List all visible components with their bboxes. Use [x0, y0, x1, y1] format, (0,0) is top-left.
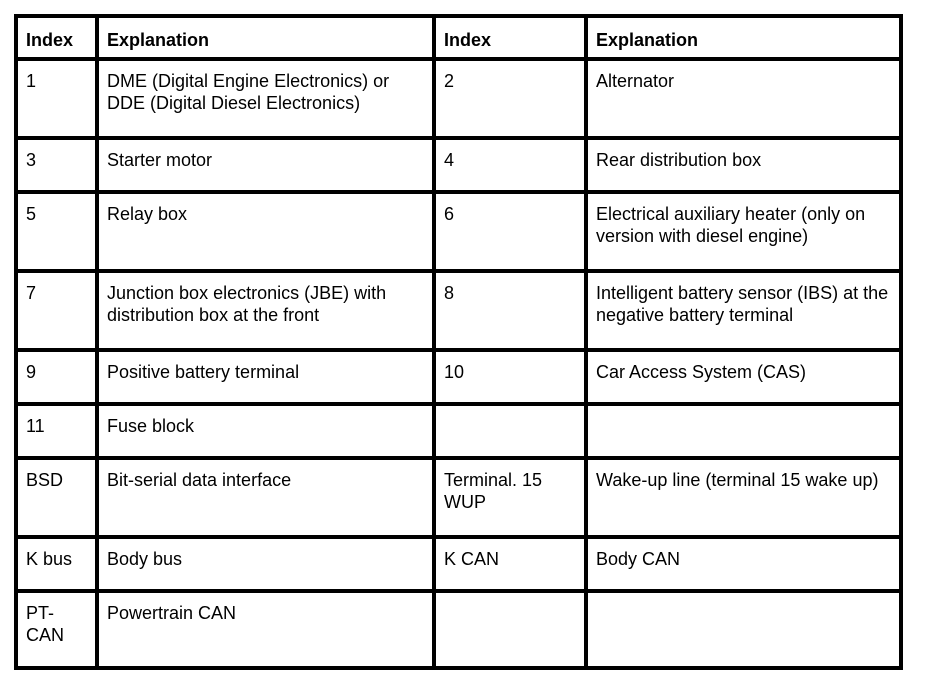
index-cell: 8 — [434, 271, 586, 350]
explanation-cell: Wake-up line (terminal 15 wake up) — [586, 458, 901, 537]
explanation-cell: Junction box electronics (JBE) with distribution box at the front — [97, 271, 434, 350]
explanation-cell: Powertrain CAN — [97, 591, 434, 668]
explanation-cell: Car Access System (CAS) — [586, 350, 901, 404]
index-cell: 3 — [16, 138, 97, 192]
header-row — [16, 16, 901, 59]
explanation-cell — [586, 591, 901, 668]
table-row — [16, 458, 901, 537]
index-cell: 11 — [16, 404, 97, 458]
index-cell: 1 — [16, 59, 97, 138]
table-row — [16, 404, 901, 458]
index-cell: BSD — [16, 458, 97, 537]
explanation-cell: DME (Digital Engine Electronics) or DDE (Digital Diesel Electronics) — [97, 59, 434, 138]
index-cell: 6 — [434, 192, 586, 271]
explanation-cell: Body CAN — [586, 537, 901, 591]
index-cell: Terminal. 15 WUP — [434, 458, 586, 537]
index-cell: 2 — [434, 59, 586, 138]
table-row — [16, 59, 901, 138]
index-cell: K bus — [16, 537, 97, 591]
header-index-1: Index — [16, 16, 97, 59]
explanation-cell: Positive battery terminal — [97, 350, 434, 404]
explanation-cell: Bit-serial data interface — [97, 458, 434, 537]
table-row — [16, 350, 901, 404]
index-cell — [434, 404, 586, 458]
index-cell: 10 — [434, 350, 586, 404]
header-explanation-1: Explanation — [97, 16, 434, 59]
table-row — [16, 537, 901, 591]
explanation-cell — [586, 404, 901, 458]
index-cell: 4 — [434, 138, 586, 192]
table-row — [16, 591, 901, 668]
explanation-cell: Intelligent battery sensor (IBS) at the negative battery terminal — [586, 271, 901, 350]
index-cell: K CAN — [434, 537, 586, 591]
explanation-cell: Alternator — [586, 59, 901, 138]
index-cell: 9 — [16, 350, 97, 404]
explanation-cell: Body bus — [97, 537, 434, 591]
index-cell: PT-CAN — [16, 591, 97, 668]
explanation-cell: Fuse block — [97, 404, 434, 458]
legend-table — [14, 14, 903, 670]
table-row — [16, 138, 901, 192]
index-cell: 7 — [16, 271, 97, 350]
header-explanation-2: Explanation — [586, 16, 901, 59]
explanation-cell: Rear distribution box — [586, 138, 901, 192]
explanation-cell: Relay box — [97, 192, 434, 271]
table-row — [16, 192, 901, 271]
explanation-cell: Starter motor — [97, 138, 434, 192]
table-row — [16, 271, 901, 350]
index-cell — [434, 591, 586, 668]
explanation-cell: Electrical auxiliary heater (only on version with diesel engine) — [586, 192, 901, 271]
header-index-2: Index — [434, 16, 586, 59]
index-cell: 5 — [16, 192, 97, 271]
